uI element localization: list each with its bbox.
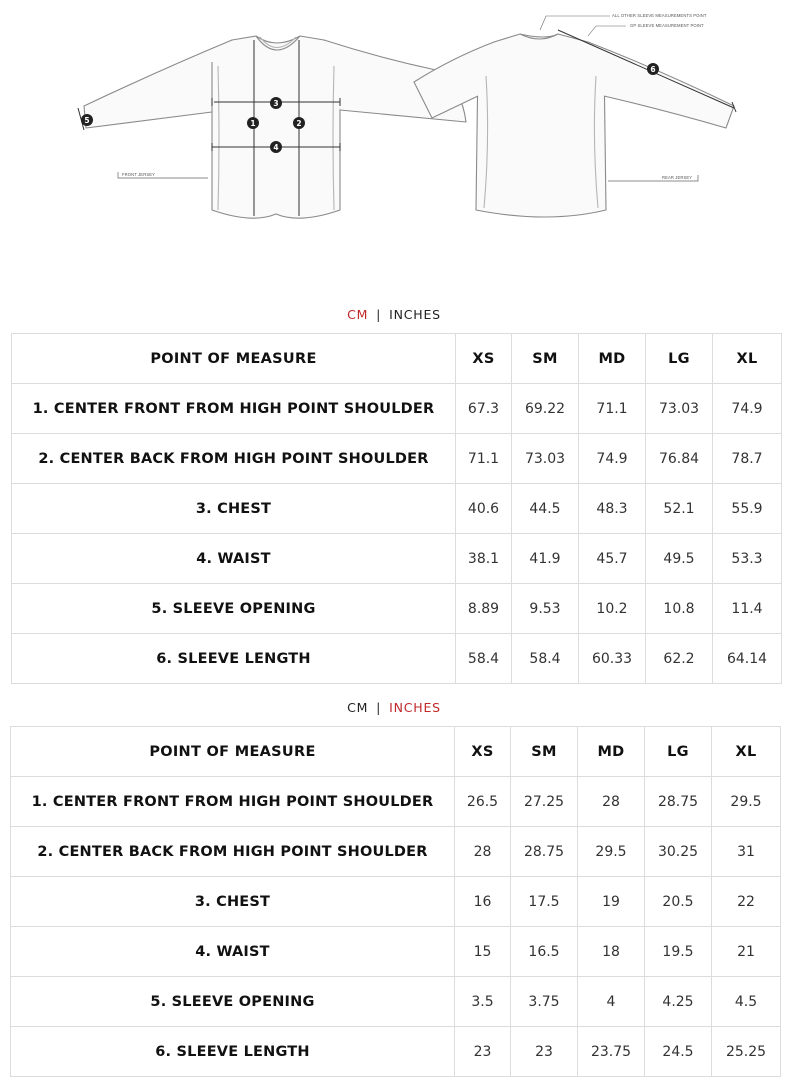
unit-toggle-inches[interactable]: INCHES — [389, 700, 441, 715]
table-row — [11, 927, 781, 977]
rear-jersey-drawing — [414, 34, 734, 217]
value-md: 10.2 — [579, 584, 646, 634]
value-sm: 23 — [511, 1027, 578, 1077]
value-xs: 26.5 — [455, 777, 511, 827]
value-md: 28 — [578, 777, 645, 827]
marker-2-label: 2 — [296, 119, 302, 128]
marker-3-label: 3 — [273, 99, 279, 108]
value-xs: 3.5 — [455, 977, 511, 1027]
value-xs: 67.3 — [456, 384, 512, 434]
measure-name: 2. CENTER BACK FROM HIGH POINT SHOULDER — [11, 827, 455, 877]
marker-6 — [647, 63, 659, 75]
header-size-xs: XS — [455, 727, 511, 777]
marker-4 — [270, 141, 282, 153]
table-row — [11, 777, 781, 827]
value-xs: 71.1 — [456, 434, 512, 484]
value-xs: 23 — [455, 1027, 511, 1077]
value-lg: 10.8 — [646, 584, 713, 634]
value-lg: 76.84 — [646, 434, 713, 484]
header-size-lg: LG — [645, 727, 712, 777]
value-sm: 17.5 — [511, 877, 578, 927]
front-jersey-drawing — [84, 36, 466, 218]
value-xs: 40.6 — [456, 484, 512, 534]
marker-5 — [81, 114, 93, 126]
table-row — [12, 584, 782, 634]
value-xl: 64.14 — [713, 634, 782, 684]
header-size-sm: SM — [512, 334, 579, 384]
value-md: 74.9 — [579, 434, 646, 484]
value-md: 29.5 — [578, 827, 645, 877]
value-lg: 19.5 — [645, 927, 712, 977]
measure-name: 4. WAIST — [11, 927, 455, 977]
jersey-measurement-diagram — [0, 0, 788, 230]
value-xl: 25.25 — [712, 1027, 781, 1077]
table-header-row — [11, 727, 781, 777]
size-chart-cm-table — [11, 333, 782, 684]
value-xl: 11.4 — [713, 584, 782, 634]
value-md: 23.75 — [578, 1027, 645, 1077]
value-sm: 16.5 — [511, 927, 578, 977]
value-sm: 3.75 — [511, 977, 578, 1027]
measure-name: 3. CHEST — [11, 877, 455, 927]
callout-gp-sleeve: GP SLEEVE MEASUREMENT POINT — [630, 23, 704, 28]
value-lg: 52.1 — [646, 484, 713, 534]
value-lg: 49.5 — [646, 534, 713, 584]
callout-all-other-sleeve: ALL OTHER SLEEVE MEASUREMENTS POINT — [612, 13, 707, 18]
marker-1-label: 1 — [250, 119, 256, 128]
measure-name: 6. SLEEVE LENGTH — [11, 1027, 455, 1077]
value-lg: 4.25 — [645, 977, 712, 1027]
front-jersey-label: FRONT JERSEY — [122, 172, 155, 177]
table-row — [12, 484, 782, 534]
header-point-of-measure: POINT OF MEASURE — [12, 334, 456, 384]
marker-1 — [247, 117, 259, 129]
value-md: 45.7 — [579, 534, 646, 584]
value-md: 48.3 — [579, 484, 646, 534]
value-xl: 55.9 — [713, 484, 782, 534]
header-size-xl: XL — [713, 334, 782, 384]
header-size-lg: LG — [646, 334, 713, 384]
value-lg: 24.5 — [645, 1027, 712, 1077]
table-row — [12, 384, 782, 434]
value-md: 4 — [578, 977, 645, 1027]
unit-toggle-inches[interactable]: INCHES — [389, 307, 441, 322]
unit-toggle-inches-section — [0, 700, 788, 715]
value-lg: 62.2 — [646, 634, 713, 684]
measure-name: 5. SLEEVE OPENING — [12, 584, 456, 634]
table-row — [11, 1027, 781, 1077]
marker-6-label: 6 — [650, 65, 656, 74]
value-xl: 78.7 — [713, 434, 782, 484]
value-lg: 73.03 — [646, 384, 713, 434]
header-point-of-measure: POINT OF MEASURE — [11, 727, 455, 777]
value-xs: 16 — [455, 877, 511, 927]
unit-toggle-separator: | — [376, 308, 382, 322]
table-row — [12, 634, 782, 684]
value-lg: 20.5 — [645, 877, 712, 927]
value-xs: 28 — [455, 827, 511, 877]
header-size-md: MD — [578, 727, 645, 777]
value-xl: 29.5 — [712, 777, 781, 827]
value-md: 71.1 — [579, 384, 646, 434]
table-header-row — [12, 334, 782, 384]
value-xl: 53.3 — [713, 534, 782, 584]
value-xl: 74.9 — [713, 384, 782, 434]
value-md: 19 — [578, 877, 645, 927]
value-xs: 15 — [455, 927, 511, 977]
unit-toggle-cm[interactable]: CM — [347, 700, 369, 715]
unit-toggle-cm-section — [0, 307, 788, 322]
measure-name: 4. WAIST — [12, 534, 456, 584]
value-sm: 69.22 — [512, 384, 579, 434]
value-xl: 4.5 — [712, 977, 781, 1027]
marker-2 — [293, 117, 305, 129]
value-sm: 73.03 — [512, 434, 579, 484]
value-xl: 21 — [712, 927, 781, 977]
table-row — [11, 977, 781, 1027]
value-xl: 31 — [712, 827, 781, 877]
measure-name: 1. CENTER FRONT FROM HIGH POINT SHOULDER — [12, 384, 456, 434]
value-xs: 38.1 — [456, 534, 512, 584]
unit-toggle-cm[interactable]: CM — [347, 307, 369, 322]
measure-name: 1. CENTER FRONT FROM HIGH POINT SHOULDER — [11, 777, 455, 827]
rear-jersey-label: REAR JERSEY — [662, 175, 693, 180]
measure-name: 2. CENTER BACK FROM HIGH POINT SHOULDER — [12, 434, 456, 484]
value-lg: 28.75 — [645, 777, 712, 827]
value-sm: 27.25 — [511, 777, 578, 827]
value-xl: 22 — [712, 877, 781, 927]
unit-toggle-separator: | — [376, 701, 382, 715]
value-sm: 28.75 — [511, 827, 578, 877]
value-sm: 44.5 — [512, 484, 579, 534]
marker-3 — [270, 97, 282, 109]
value-sm: 41.9 — [512, 534, 579, 584]
header-size-xl: XL — [712, 727, 781, 777]
measure-name: 3. CHEST — [12, 484, 456, 534]
header-size-md: MD — [579, 334, 646, 384]
table-row — [12, 534, 782, 584]
header-size-sm: SM — [511, 727, 578, 777]
value-xs: 8.89 — [456, 584, 512, 634]
value-xs: 58.4 — [456, 634, 512, 684]
size-chart-inches-table — [10, 726, 781, 1077]
value-sm: 9.53 — [512, 584, 579, 634]
marker-4-label: 4 — [273, 143, 279, 152]
value-md: 18 — [578, 927, 645, 977]
header-size-xs: XS — [456, 334, 512, 384]
value-sm: 58.4 — [512, 634, 579, 684]
marker-5-label: 5 — [84, 116, 90, 125]
value-lg: 30.25 — [645, 827, 712, 877]
table-row — [11, 827, 781, 877]
value-md: 60.33 — [579, 634, 646, 684]
measure-name: 6. SLEEVE LENGTH — [12, 634, 456, 684]
table-row — [12, 434, 782, 484]
measure-name: 5. SLEEVE OPENING — [11, 977, 455, 1027]
table-row — [11, 877, 781, 927]
